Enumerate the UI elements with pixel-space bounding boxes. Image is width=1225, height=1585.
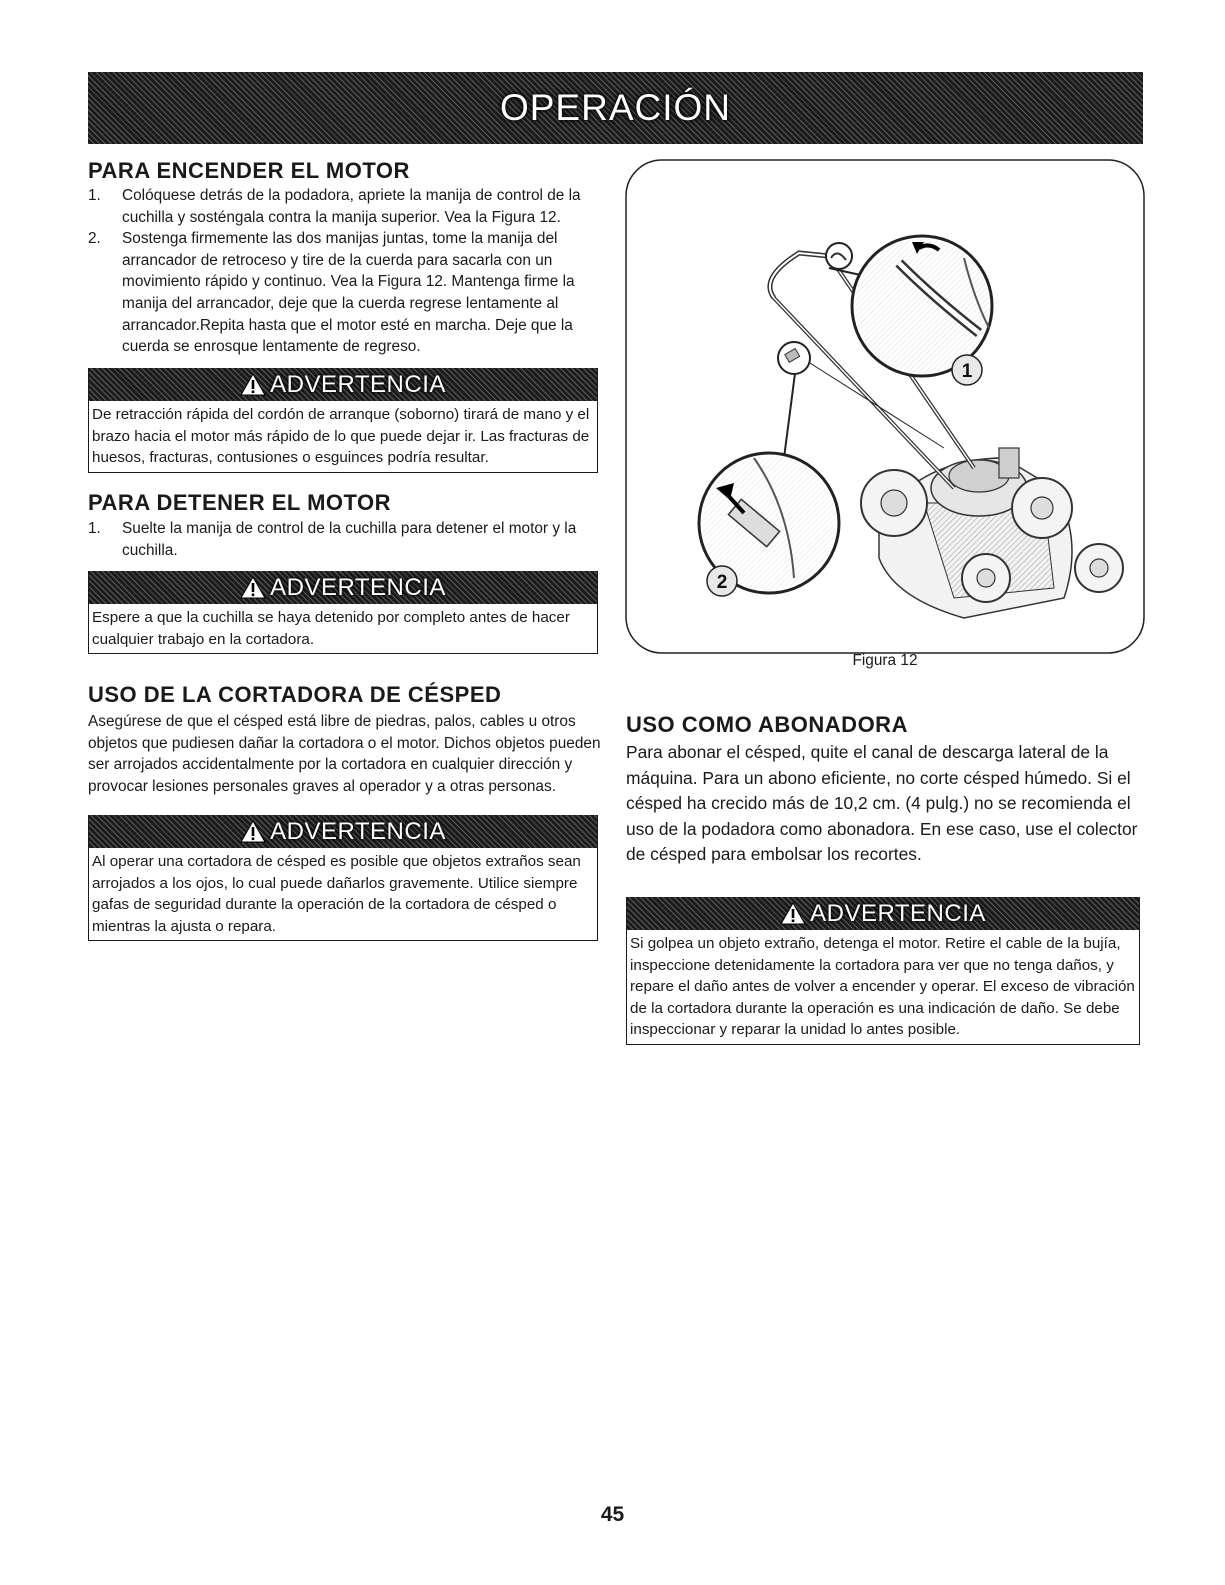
figure-caption: Figura 12 [852,652,918,669]
callout-1: 1 [961,361,973,382]
page-number: 45 [600,1503,625,1526]
warning-triangle-icon [240,820,266,843]
lawn-mower-illustration [624,158,1146,655]
page-title: OPERACIÓN [499,87,732,128]
callout-2: 2 [716,572,728,593]
start-engine-steps [88,185,608,358]
step-number: 1. [88,520,101,537]
section-title-mulching: USO COMO ABONADORA [626,712,908,737]
warning-header [89,571,597,604]
warning-text: Al operar una cortadora de césped es posible que objetos extraños sean arrojados a los ojos, lo cual puede dañarlos gravemente. Utilice siempre gafas de seguridad durante la operación de la cortadora de césped o mientras la ajusta o repara. [92,853,581,935]
section-title-start-engine: PARA ENCENDER EL MOTOR [88,158,410,183]
warning-title: ADVERTENCIA [810,899,986,927]
warning-text: Espere a que la cuchilla se haya detenido por completo antes de hacer cualquier trabajo en la cortadora. [92,609,570,648]
warning-header [89,815,597,848]
warning-box [88,815,598,941]
step-text: Suelte la manija de control de la cuchilla para detener el motor y la cuchilla. [122,520,577,559]
step-text: Sostenga firmemente las dos manijas juntas, tome la manija del arrancador de retroceso y tire de la cuerda para sacarla con un movimiento rápido y continuo. Vea la Figura 12. Mantenga firme la manija del arrancador, deje que la cuerda regrese lentamente al arrancador.Repita hasta que el motor esté en marcha. Deje que la cuerda se enrosque lentamente de regreso. [122,230,575,356]
list-item [88,228,608,358]
mower-use-text: Asegúrese de que el césped está libre de piedras, palos, cables u otros objetos que pudiesen dañar la cortadora o el motor. Dichos objetos pueden ser arrojados accidentalmente por la cortadora en cualquier dirección y provocar lesiones personales graves al operador y a otras personas. [88,713,601,795]
warning-box [626,897,1140,1045]
warning-box [88,571,598,654]
step-text: Colóquese detrás de la podadora, apriete la manija de control de la cuchilla y sosténgala contra la manija superior. Vea la Figura 12. [122,187,581,226]
warning-text: De retracción rápida del cordón de arranque (soborno) tirará de mano y el brazo hacia el motor más rápido de lo que puede dejar ir. Las fracturas de huesos, fracturas, contusiones o esguinces podría resultar. [92,406,590,467]
warning-header [627,897,1139,930]
warning-title: ADVERTENCIA [270,573,446,601]
stop-engine-steps [88,518,608,561]
section-title-stop-engine: PARA DETENER EL MOTOR [88,490,392,515]
warning-title: ADVERTENCIA [270,370,446,398]
figure-12 [624,158,1146,655]
step-number: 1. [88,187,101,204]
warning-header [89,368,597,401]
list-item [88,185,608,228]
warning-triangle-icon [240,373,266,396]
list-item [88,518,608,561]
warning-triangle-icon [780,902,806,925]
mulching-text: Para abonar el césped, quite el canal de descarga lateral de la máquina. Para un abono eficiente, no corte césped húmedo. Si el césped ha crecido más de 10,2 cm. (4 pulg.) no se recomienda el uso de la podadora como abonadora. En ese caso, use el colector de césped para embolsar los recortes. [626,742,1138,864]
warning-box [88,368,598,473]
warning-text: Si golpea un objeto extraño, detenga el motor. Retire el cable de la bujía, inspeccione detenidamente la cortadora para ver que no tenga daños, y repare el daño antes de volver a encender y operar. El exceso de vibración de la cortadora durante la operación es una indicación de daño. Se debe inspeccionar y reparar la unidad lo antes posible. [630,935,1135,1039]
section-title-mower-use: USO DE LA CORTADORA DE CÉSPED [88,682,502,707]
header-banner [88,72,1143,144]
warning-title: ADVERTENCIA [270,817,446,845]
step-number: 2. [88,230,101,248]
warning-triangle-icon [240,576,266,599]
